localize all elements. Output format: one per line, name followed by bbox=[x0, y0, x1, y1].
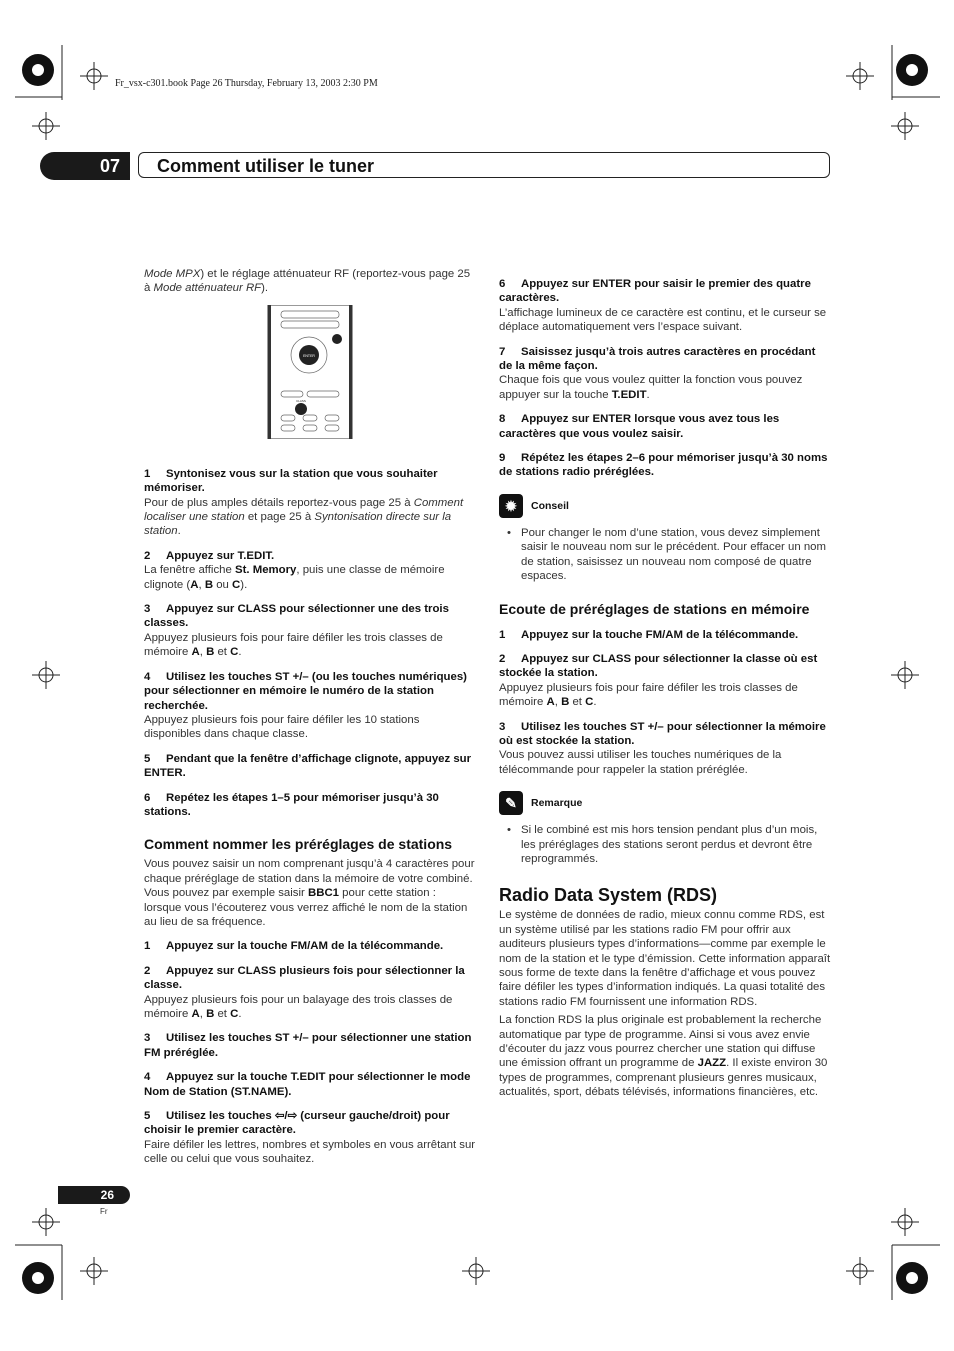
class-c: C bbox=[230, 646, 239, 659]
pencil-icon: ✎ bbox=[499, 791, 523, 815]
step-5-text: Pendant que la fenêtre d’affichage clignote, appuyez sur ENTER. bbox=[144, 752, 472, 780]
name-step-9: 9 Répétez les étapes 2–6 pour mémoriser jusqu’à 30 noms de stations radio préréglées. bbox=[499, 452, 828, 479]
note-text: • Si le combiné est mis hors tension pendant plus d’un mois, les préréglages des stations seront perdus et devront être reprogrammés. bbox=[499, 823, 831, 866]
intro-a: Mode MPX bbox=[144, 268, 201, 280]
l2-a: Appuyez plusieurs fois pour faire défiler les trois classes de mémoire bbox=[499, 681, 798, 709]
ou: ou bbox=[213, 578, 233, 591]
name-step-2: 2 Appuyez sur CLASS plusieurs fois pour sélectionner la classe. bbox=[144, 964, 465, 992]
et: et bbox=[569, 696, 586, 709]
name-step-7-text: Saisissez jusqu’à trois autres caractères en procédant de la même façon. bbox=[499, 345, 816, 373]
listen-step-2-body bbox=[499, 681, 831, 710]
note-heading bbox=[499, 791, 831, 815]
dot: . bbox=[238, 646, 242, 659]
step-4-body: Appuyez plusieurs fois pour faire défiler les 10 stations disponibles dans chaque classe. bbox=[144, 713, 420, 741]
chapter-title: Comment utiliser le tuner bbox=[138, 152, 830, 178]
name-step-2-text: Appuyez sur CLASS plusieurs fois pour sélectionner la classe. bbox=[144, 964, 465, 992]
class-b: B bbox=[204, 578, 214, 591]
tip-label: Conseil bbox=[531, 499, 569, 512]
listen-step-1-text: Appuyez sur la touche FM/AM de la télécommande. bbox=[521, 628, 799, 641]
name-step-7: 7 Saisissez jusqu’à trois autres caractères en procédant de la même façon. bbox=[499, 345, 816, 373]
rds2-a: La fonction RDS la plus originale est probablement la recherche automatique par type de programme. Ainsi si vous avez envie d’écouter du jazz vous pourrez chercher une station qui diffuse une émission offrant un programme de bbox=[499, 1014, 822, 1070]
class-c: C bbox=[230, 1008, 239, 1020]
class-b: B bbox=[206, 646, 215, 659]
dot: . bbox=[238, 1008, 242, 1020]
n7-b: T.EDIT bbox=[611, 388, 647, 401]
name-step-3: 3 Utilisez les touches ST +/– pour sélectionner une station FM préréglée. bbox=[144, 1032, 472, 1059]
name-step-6: 6 Appuyez sur ENTER pour saisir le premier des quatre caractères. bbox=[499, 278, 811, 305]
class-a: A bbox=[191, 646, 200, 659]
listen-step-3: 3 Utilisez les touches ST +/– pour sélectionner la mémoire où est stockée la station. bbox=[499, 720, 826, 747]
step-4: 4 Utilisez les touches ST +/– (ou les touches numériques) pour sélectionner en mémoire le numéro de la station recherchée. bbox=[144, 670, 467, 712]
n7-a: Chaque fois que vous voulez quitter la fonction vous pouvez appuyer sur la touche bbox=[499, 374, 803, 401]
name-step-5-body: Faire défiler les lettres, nombres et symboles en vous arrêtant sur celle ou celui que vous souhaitez. bbox=[144, 1138, 476, 1166]
n2-a: Appuyez plusieurs fois pour un balayage des trois classes de mémoire bbox=[144, 993, 453, 1020]
step-1-body bbox=[144, 496, 476, 539]
step-3: 3 Appuyez sur CLASS pour sélectionner une des trois classes. bbox=[144, 603, 449, 630]
language-code: Fr bbox=[100, 1207, 108, 1216]
listen-step-3-body: Vous pouvez aussi utiliser les touches numériques de la télécommande pour rappeler la station préréglée. bbox=[499, 749, 782, 776]
class-c: C bbox=[232, 578, 241, 591]
s1-e: . bbox=[177, 525, 181, 538]
sep: , bbox=[198, 578, 205, 591]
s2-c: , puis une classe de mémoire clignote ( bbox=[144, 564, 445, 591]
step-2-body bbox=[144, 563, 476, 592]
name-step-5-text: Utilisez les touches ⇦/⇨ (curseur gauche/droit) pour choisir le premier caractère. bbox=[144, 1110, 450, 1137]
rds-paragraph-1: Le système de données de radio, mieux connu comme RDS, est un système utilisé par les stations radio FM pour offrir aux auditeurs plusieurs types d’informations—comme par exemple le nom de la station et le type d’émission. Cette information apparaît sous forme de texte dans la fenêtre d’affichage et vous pouvez faire défiler les types d’information indiqués. La quasi totalité des stations radio FM fournissent une information RDS. bbox=[499, 909, 831, 1008]
step-4-text: Utilisez les touches ST +/– (ou les touches numériques) pour sélectionner en mémoire le numéro de la station recherchée. bbox=[144, 670, 467, 712]
name-step-8-text: Appuyez sur ENTER lorsque vous avez tous les caractères que vous voulez saisir. bbox=[499, 413, 780, 440]
listen-step-2: 2 Appuyez sur CLASS pour sélectionner la classe où est stockée la station. bbox=[499, 652, 818, 680]
step-2-text: Appuyez sur T.EDIT. bbox=[166, 549, 275, 562]
s1-b: Comment localiser une station bbox=[144, 496, 464, 524]
intro-paragraph bbox=[144, 267, 476, 296]
step-1-text: Syntonisez vous sur la station que vous souhaiter mémoriser. bbox=[144, 467, 438, 495]
listen-step-2-text: Appuyez sur CLASS pour sélectionner la classe où est stockée la station. bbox=[499, 652, 818, 680]
rds2-b: JAZZ bbox=[697, 1057, 727, 1070]
print-header-note: Fr_vsx-c301.book Page 26 Thursday, February 13, 2003 2:30 PM bbox=[115, 78, 378, 89]
intro-d: ). bbox=[261, 282, 269, 295]
remote-enter-label: ENTER bbox=[303, 354, 315, 358]
name-step-4: 4 Appuyez sur la touche T.EDIT pour sélectionner le mode Nom de Station (ST.NAME). bbox=[144, 1071, 471, 1098]
name-step-5: 5 Utilisez les touches ⇦/⇨ (curseur gauche/droit) pour choisir le premier caractère. bbox=[144, 1110, 450, 1137]
remote-class-label: CLASS bbox=[296, 399, 306, 403]
name-step-7-body bbox=[499, 373, 831, 402]
rds2-c: . Il existe environ 30 types de programmes, comprenant plusieurs genres musicaux, actualités, sport, débats télévisés, informations financières, etc. bbox=[499, 1057, 828, 1099]
step-3-text: Appuyez sur CLASS pour sélectionner une des trois classes. bbox=[144, 603, 449, 630]
s1-d: Syntonisation directe sur la station bbox=[144, 511, 452, 538]
et: et bbox=[214, 646, 231, 659]
name-step-4-text: Appuyez sur la touche T.EDIT pour sélectionner le mode Nom de Station (ST.NAME). bbox=[144, 1071, 471, 1098]
class-a: A bbox=[546, 696, 555, 709]
listen-step-1: 1 Appuyez sur la touche FM/AM de la télécommande. bbox=[499, 628, 799, 641]
s1-c: et page 25 à bbox=[244, 511, 315, 524]
dot: . bbox=[593, 696, 597, 709]
n7-c: . bbox=[646, 388, 650, 401]
name-step-9-text: Répétez les étapes 2–6 pour mémoriser jusqu’à 30 noms de stations radio préréglées. bbox=[499, 452, 828, 479]
step-1: 1 Syntonisez vous sur la station que vous souhaiter mémoriser. bbox=[144, 467, 438, 495]
lightbulb-icon: ✹ bbox=[499, 494, 523, 518]
tip-text: • Pour changer le nom d’une station, vous devez simplement saisir le nouveau nom sur le précédent. Pour effacer un nom de station, saisissez un nouveau nom composé de quatre espaces. bbox=[499, 526, 831, 584]
name-step-2-body bbox=[144, 993, 476, 1022]
page-number: 26 bbox=[58, 1186, 130, 1204]
section-heading-listening: Ecoute de préréglages de stations en mémoire bbox=[499, 600, 810, 617]
s2-b: St. Memory bbox=[234, 564, 297, 577]
nb-b: BBC1 bbox=[308, 887, 340, 900]
name-step-3-text: Utilisez les touches ST +/– pour sélectionner une station FM préréglée. bbox=[144, 1032, 472, 1059]
sep: , bbox=[554, 696, 562, 709]
name-step-1: 1 Appuyez sur la touche FM/AM de la télécommande. bbox=[144, 940, 444, 953]
name-step-6-body: L’affichage lumineux de ce caractère est continu, et le curseur se déplace automatiquement vers l’espace suivant. bbox=[499, 306, 827, 334]
intro-b: ) et le réglage atténuateur RF (reportez-vous page 25 à bbox=[144, 268, 471, 295]
intro-c: Mode atténuateur RF bbox=[153, 282, 262, 295]
class-b: B bbox=[561, 696, 570, 709]
name-step-6-text: Appuyez sur ENTER pour saisir le premier des quatre caractères. bbox=[499, 278, 811, 305]
step-3-body bbox=[144, 631, 476, 660]
remote-spacer bbox=[144, 296, 476, 457]
nb-c: pour cette station : lorsque vous l’écouterez vous verrez affiché le nom de la station au lieu de sa fréquence. bbox=[144, 887, 468, 928]
tip-heading bbox=[499, 494, 831, 518]
section-heading-rds: Radio Data System (RDS) bbox=[499, 885, 718, 906]
name-step-1-text: Appuyez sur la touche FM/AM de la télécommande. bbox=[166, 940, 444, 953]
naming-intro bbox=[144, 857, 476, 929]
section-heading-naming: Comment nommer les préréglages de stations bbox=[144, 836, 453, 853]
rds-paragraph-2 bbox=[499, 1013, 831, 1099]
class-a: A bbox=[190, 578, 199, 591]
name-step-8: 8 Appuyez sur ENTER lorsque vous avez tous les caractères que vous voulez saisir. bbox=[499, 413, 780, 440]
s2-a: La fenêtre affiche bbox=[144, 564, 235, 577]
right-column bbox=[499, 267, 831, 1100]
et: et bbox=[214, 1008, 231, 1020]
class-a: A bbox=[191, 1008, 200, 1020]
s1-a: Pour de plus amples détails reportez-vous page 25 à bbox=[144, 496, 414, 509]
step-5: 5 Pendant que la fenêtre d’affichage clignote, appuyez sur ENTER. bbox=[144, 752, 472, 780]
listen-step-3-text: Utilisez les touches ST +/– pour sélectionner la mémoire où est stockée la station. bbox=[499, 720, 826, 747]
nb-a: Vous pouvez saisir un nom comprenant jusqu’à 4 caractères pour chaque préréglage de station dans la mémoire de votre combiné. Vous pouvez par exemple saisir bbox=[144, 858, 475, 900]
note-label: Remarque bbox=[531, 796, 583, 809]
chapter-number: 07 bbox=[40, 152, 130, 180]
step-2: 2 Appuyez sur T.EDIT. bbox=[144, 549, 275, 562]
sep: , bbox=[199, 1008, 207, 1020]
step-6: 6 Repétez les étapes 1–5 pour mémoriser jusqu’à 30 stations. bbox=[144, 791, 439, 818]
sep: , bbox=[199, 646, 207, 659]
class-c: C bbox=[585, 696, 594, 709]
class-b: B bbox=[206, 1008, 215, 1020]
s3-a: Appuyez plusieurs fois pour faire défiler les trois classes de mémoire bbox=[144, 631, 443, 659]
step-6-text: Repétez les étapes 1–5 pour mémoriser jusqu’à 30 stations. bbox=[144, 791, 439, 818]
left-column bbox=[144, 267, 476, 1167]
close-paren: ). bbox=[240, 578, 248, 591]
